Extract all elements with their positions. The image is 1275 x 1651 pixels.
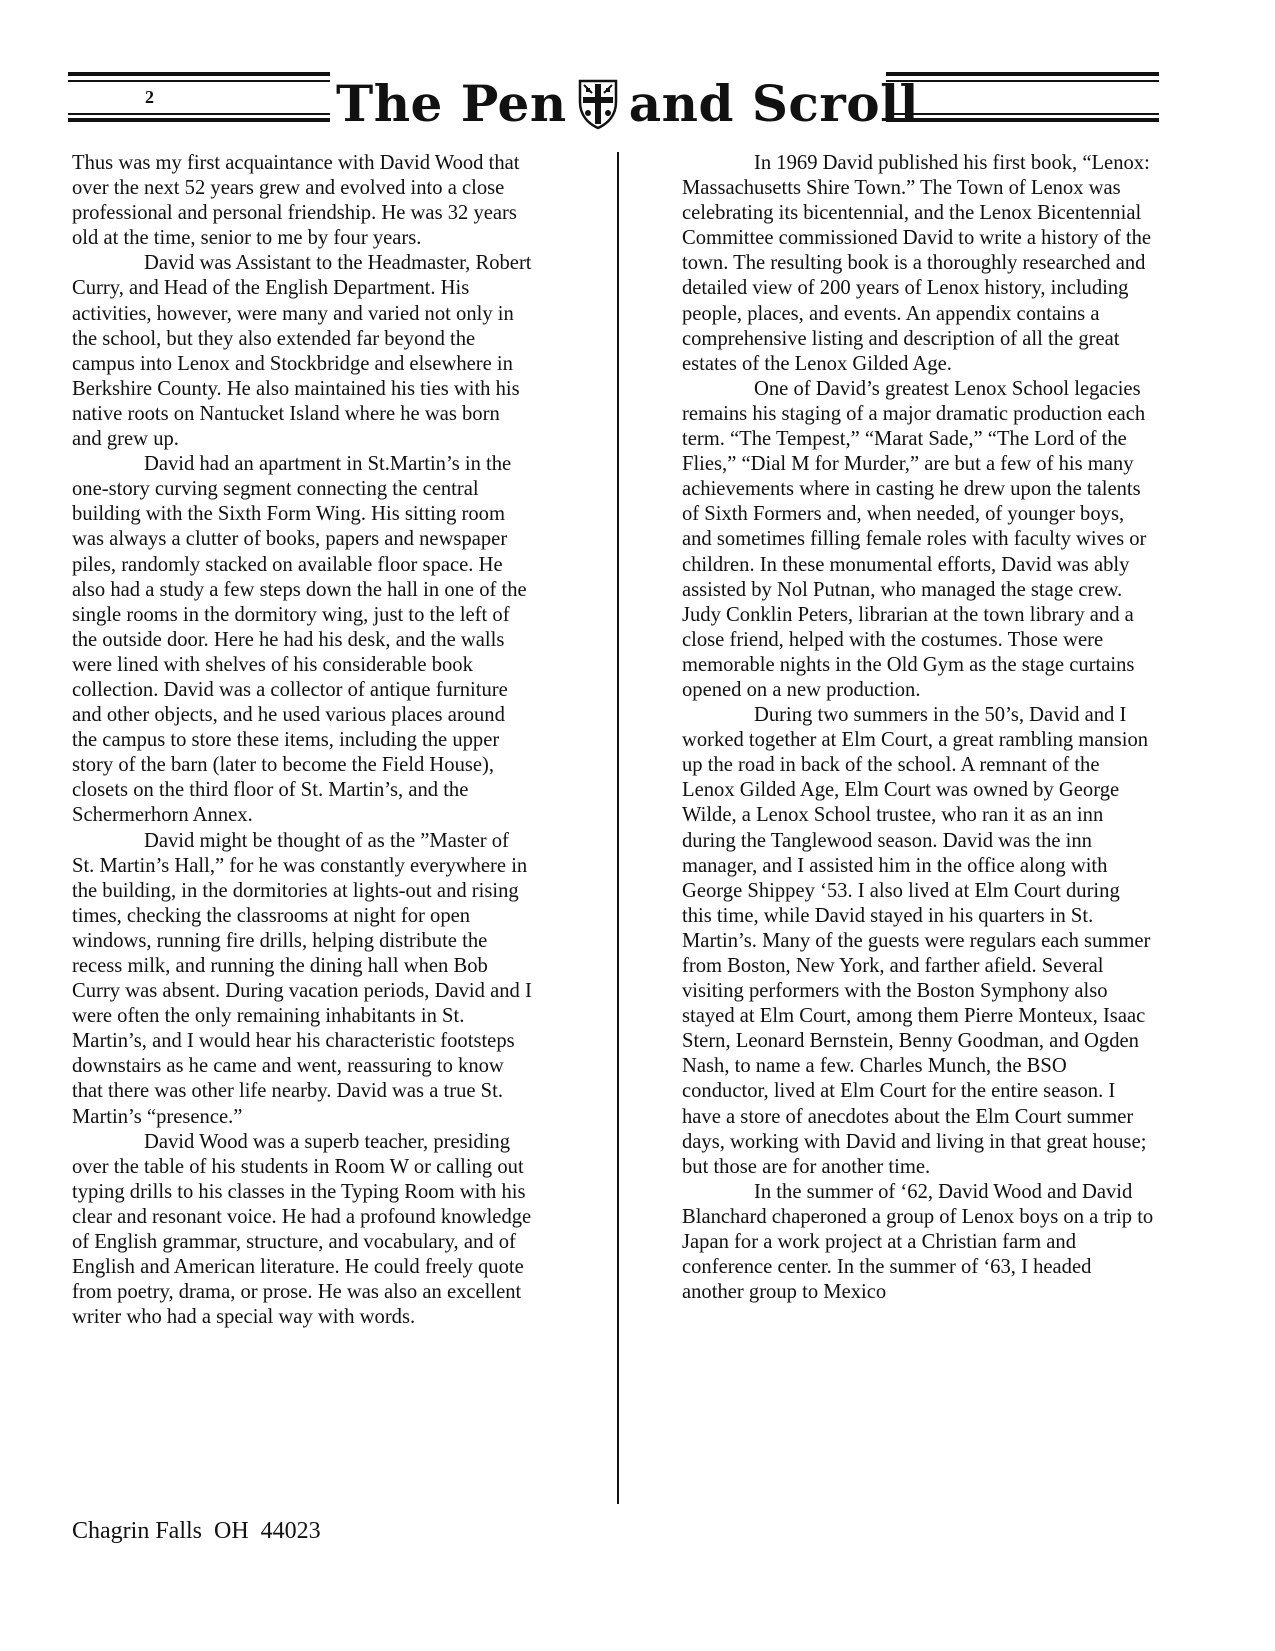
newsletter-title <box>336 72 919 136</box>
right-column <box>682 151 1154 1305</box>
masthead-rule-left-bottom-thick <box>68 118 330 122</box>
newsletter-title-part2: and Scroll <box>628 74 920 133</box>
left-column <box>72 151 534 1330</box>
masthead-rule-right-top-thick <box>886 72 1159 76</box>
right-paragraph-1: In 1969 David published his first book, “Lenox: Massachusetts Shire Town.” The Town of Lenox was celebrating its bicentennial, and the Lenox Bicentennial Committee commissioned David to write a history of the town. The resulting book is a thoroughly researched and detailed view of 200 years of Lenox history, including people, places, and events. An appendix contains a comprehensive listing and description of all the great estates of the Lenox Gilded Age. <box>682 152 1152 375</box>
left-paragraph-4: David might be thought of as the ”Master of St. Martin’s Hall,” for he was constantly everywhere in the building, in the dormitories at lights-out and rising times, checking the classrooms at night for open windows, running fire drills, helping distribute the recess milk, and running the dining hall when Bob Curry was absent. During vacation periods, David and I were often the only remaining inhabitants in St. Martin’s, and I would hear his characteristic footsteps downstairs as he came and went, reassuring to know that there was other life nearby. David was a true St. Martin’s “presence.” <box>72 829 532 1128</box>
masthead <box>0 0 1275 140</box>
right-paragraph-2: One of David’s greatest Lenox School legacies remains his staging of a major dramatic production each term. “The Tempest,” “Marat Sade,” “The Lord of the Flies,” “Dial M for Murder,” are but a few of his many achievements where in casting he drew upon the talents of Sixth Formers and, when needed, of younger boys, and sometimes filling female roles with faculty wives or children. In these monumental efforts, David was ably assisted by Nol Putnan, who managed the stage crew. Judy Conklin Peters, librarian at the town library and a close friend, helped with the costumes. Those were memorable nights in the Old Gym as the stage curtains opened on a new production. <box>682 377 1147 701</box>
newsletter-title-part1: The Pen <box>336 74 567 133</box>
left-paragraph-1: Thus was my first acquaintance with David Wood that over the next 52 years grew and evolved into a close professional and personal friendship. He was 32 years old at the time, senior to me by four years. <box>72 152 520 250</box>
left-paragraph-3: David had an apartment in St.Martin’s in the one-story curving segment connecting the central building with the Sixth Form Wing. His sitting room was always a clutter of books, papers and newspaper piles, randomly stacked on available floor space. He also had a study a few steps down the hall in one of the single rooms in the dormitory wing, just to the left of the outside door. Here he had his desk, and the walls were lined with shelves of his considerable book collection. David was a collector of antique furniture and other objects, and he used various places around the campus to store these items, including the upper story of the barn (later to become the Field House), closets on the third floor of St. Martin’s, and the Schermerhorn Annex. <box>72 453 527 827</box>
page-number: 2 <box>145 87 154 107</box>
masthead-rule-right-bottom-thin <box>886 113 1159 115</box>
right-paragraph-4: In the summer of ‘62, David Wood and David Blanchard chaperoned a group of Lenox boys on a trip to Japan for a work project at a Christian farm and conference center. In the summer of ‘63, I headed another group to Mexico <box>682 1180 1154 1304</box>
left-paragraph-5: David Wood was a superb teacher, presiding over the table of his students in Room W or calling out typing drills to his classes in the Typing Room with his clear and resonant voice. He had a profound knowledge of English grammar, structure, and vocabulary, and of English and American literature. He could freely quote from poetry, drama, or prose. He was also an excellent writer who had a special way with words. <box>72 1130 532 1329</box>
column-divider <box>617 152 619 1504</box>
masthead-rule-right-top-thin <box>886 80 1159 82</box>
right-paragraph-3: During two summers in the 50’s, David and I worked together at Elm Court, a great rambling mansion up the road in back of the school. A remnant of the Lenox Gilded Age, Elm Court was owned by George Wilde, a Lenox School trustee, who ran it as an inn during the Tanglewood season. David was the inn manager, and I assisted him in the office along with George Shippey ‘53. I also lived at Elm Court during this time, while David stayed in his quarters in St. Martin’s. Many of the guests were regulars each summer from Boston, New York, and farther afield. Several visiting performers with the Boston Symphony also stayed at Elm Court, among them Pierre Monteux, Isaac Stern, Leonard Bernstein, Benny Goodman, and Ogden Nash, to name a few. Charles Munch, the BSO conductor, lived at Elm Court for the entire season. I have a store of anecdotes about the Elm Court summer days, working with David and living in that great house; but those are for another time. <box>682 704 1151 1178</box>
left-paragraph-2: David was Assistant to the Headmaster, Robert Curry, and Head of the English Department. His activities, however, were many and varied not only in the school, but they also extended far beyond the campus into Lenox and Stockbridge and elsewhere in Berkshire County. He also maintained his ties with his native roots on Nantucket Island where he was born and grew up. <box>72 252 532 451</box>
masthead-rule-left-top-thick <box>68 72 330 76</box>
masthead-rule-right-bottom-thick <box>886 118 1159 122</box>
school-crest-icon <box>577 78 619 130</box>
footer-address: Chagrin Falls OH 44023 <box>72 1518 321 1544</box>
masthead-rule-left-bottom-thin <box>68 113 330 115</box>
masthead-rule-left-top-thin <box>68 80 330 82</box>
